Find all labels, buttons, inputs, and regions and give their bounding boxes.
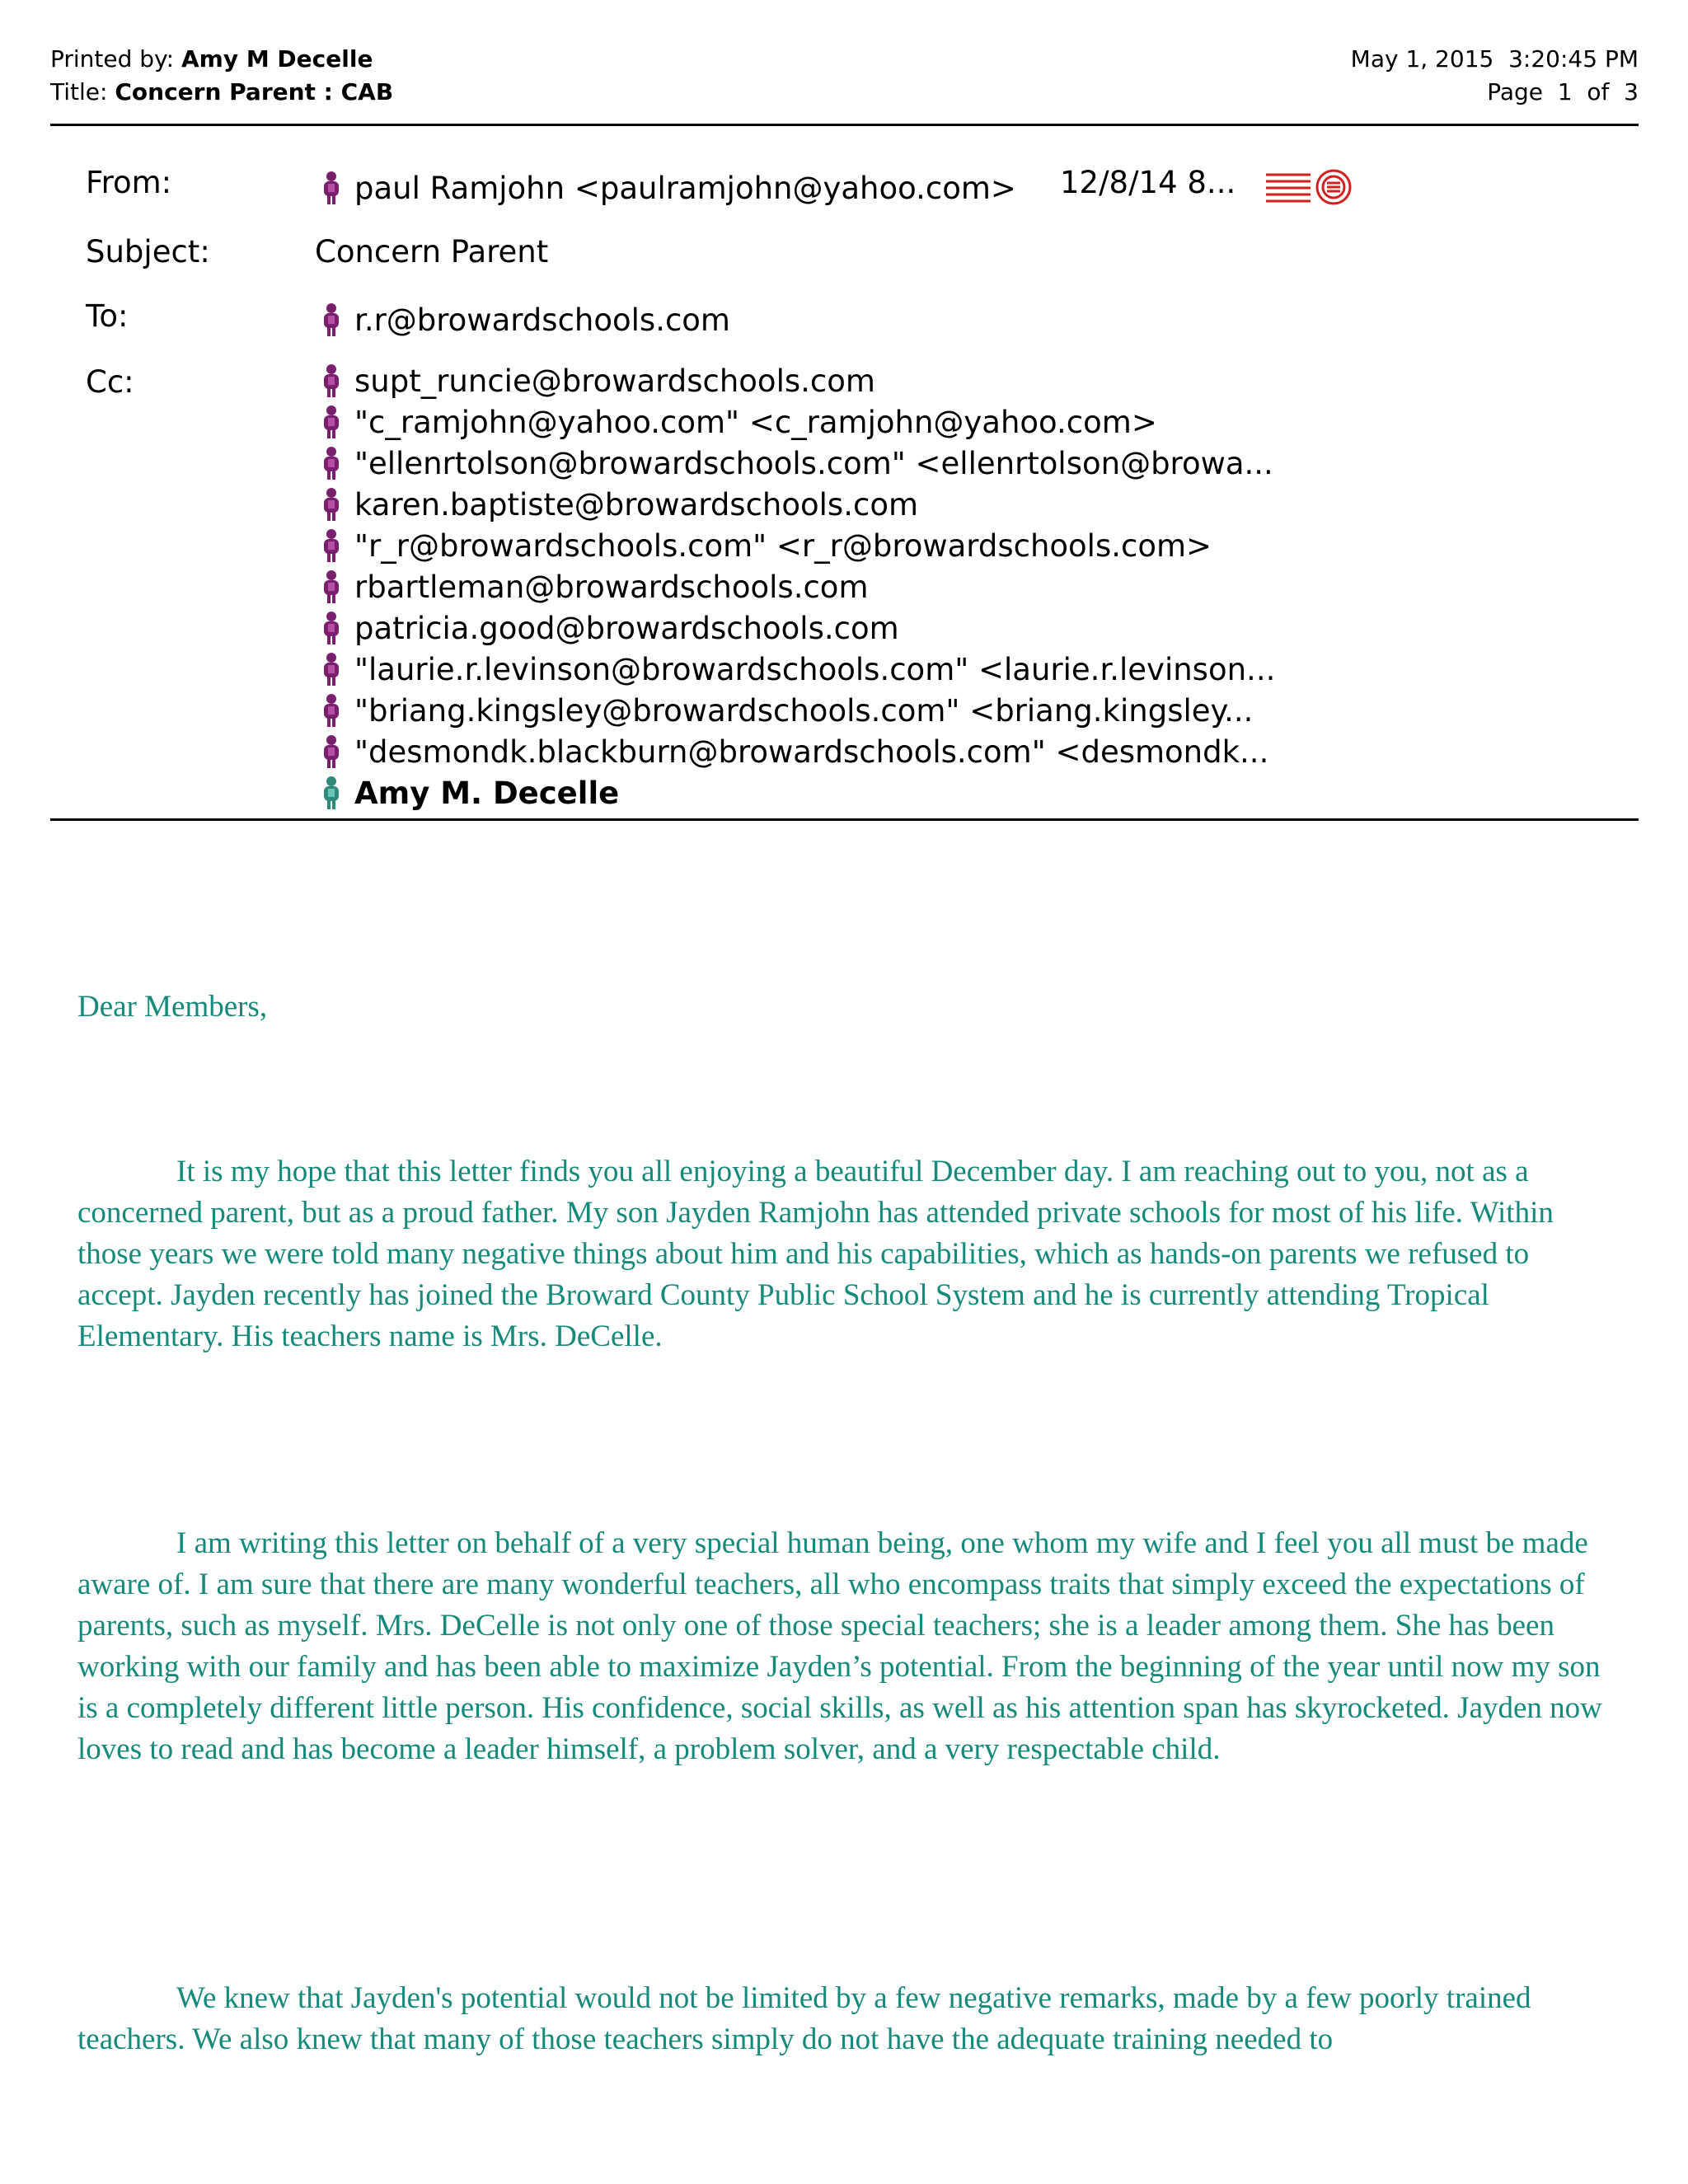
flag-stamp-icon — [1264, 168, 1357, 206]
cc-address[interactable] — [320, 608, 899, 649]
cc-address[interactable] — [320, 485, 918, 526]
paragraph-1-text: It is my hope that this letter finds you all enjoying a beautiful December day. I am reaching out to you, not as a concerned parent, but as a proud father. My son Jayden Ramjohn has attended private schools for most of his life. Within those years we were told many negative things about him and his capabilities, which as hands-on parents we refused to accept. Jayden recently has joined the Broward County Public School System and he is currently attending Tropical Elementary. His teachers name is Mrs. DeCelle. — [77, 1155, 1554, 1353]
person-icon — [320, 446, 343, 480]
cc-value: "briang.kingsley@browardschools.com" <briang.kingsley... — [354, 693, 1254, 729]
cc-address[interactable] — [320, 732, 1268, 773]
person-icon — [320, 734, 343, 769]
cc-value: "laurie.r.levinson@browardschools.com" <laurie.r.levinson... — [354, 652, 1276, 687]
cc-value: supt_runcie@browardschools.com — [354, 363, 875, 399]
person-icon — [320, 652, 343, 687]
person-icon — [320, 302, 343, 337]
person-icon — [320, 776, 343, 810]
cc-value: karen.baptiste@browardschools.com — [354, 487, 918, 523]
subject-label: Subject: — [86, 234, 210, 269]
print-datetime: May 1, 2015 3:20:45 PM — [1350, 45, 1639, 73]
cc-address[interactable] — [320, 526, 1212, 567]
cc-value: Amy M. Decelle — [354, 776, 620, 811]
cc-address[interactable] — [320, 402, 1157, 443]
cc-value: patricia.good@browardschools.com — [354, 611, 899, 646]
person-icon — [320, 363, 343, 398]
cc-address[interactable] — [320, 567, 869, 608]
to-value: r.r@browardschools.com — [354, 302, 730, 338]
print-title-label: Title: — [50, 78, 108, 105]
email-header — [0, 148, 1688, 816]
person-icon — [320, 487, 343, 522]
person-icon — [320, 528, 343, 563]
printed-by-value: Amy M Decelle — [181, 45, 373, 73]
cc-address[interactable] — [320, 649, 1275, 691]
header-divider-top — [50, 124, 1639, 126]
person-icon — [320, 171, 343, 205]
from-value: paul Ramjohn <paulramjohn@yahoo.com> — [354, 171, 1016, 206]
print-header — [50, 43, 1639, 125]
paragraph-2 — [77, 1523, 1611, 1770]
to-label: To: — [86, 298, 129, 334]
cc-value: "desmondk.blackburn@browardschools.com" <desmondk... — [354, 734, 1269, 770]
from-label: From: — [86, 165, 172, 200]
header-divider-bottom — [50, 818, 1639, 821]
page-number: Page 1 of 3 — [1487, 78, 1639, 105]
cc-value: "ellenrtolson@browardschools.com" <ellenrtolson@browa... — [354, 446, 1273, 481]
from-address[interactable] — [320, 168, 1016, 209]
person-icon — [320, 405, 343, 439]
cc-address[interactable] — [320, 361, 875, 402]
person-icon — [320, 611, 343, 645]
paragraph-3 — [77, 1978, 1611, 2060]
cc-address[interactable] — [320, 443, 1273, 485]
email-date: 12/8/14 8... — [1060, 165, 1236, 200]
salutation-text: Dear Members, — [77, 990, 268, 1024]
print-title-value: Concern Parent : CAB — [115, 78, 394, 105]
to-address[interactable] — [320, 300, 730, 341]
cc-label: Cc: — [86, 364, 134, 400]
printed-by-label: Printed by: — [50, 45, 175, 73]
cc-value: "c_ramjohn@yahoo.com" <c_ramjohn@yahoo.com> — [354, 405, 1157, 440]
print-title — [50, 76, 393, 109]
salutation — [77, 987, 1611, 1028]
paragraph-1 — [77, 1151, 1611, 1357]
cc-address[interactable] — [320, 691, 1253, 732]
print-header-row-2 — [50, 76, 1639, 109]
person-icon — [320, 569, 343, 604]
paragraph-2-text: I am writing this letter on behalf of a very special human being, one whom my wife and I feel you all must be made aware of. I am sure that there are many wonderful teachers, all who encompass traits that simply exceed the expectations of parents, such as myself. Mrs. DeCelle is not only one of those special teachers; she is a leader among them. She has been working with our family and has been able to maximize Jayden’s potential. From the beginning of the year until now my son is a completely different little person. His confidence, social skills, as well as his attention span has skyrocketed. Jayden now loves to read and has become a leader himself, a problem solver, and a very respectable child. — [77, 1526, 1602, 1766]
cc-value: rbartleman@browardschools.com — [354, 569, 869, 605]
printed-by — [50, 43, 373, 76]
cc-address-me[interactable] — [320, 773, 619, 814]
person-icon — [320, 693, 343, 728]
cc-value: "r_r@browardschools.com" <r_r@browardschools.com> — [354, 528, 1212, 564]
print-header-row-1 — [50, 43, 1639, 76]
subject-value: Concern Parent — [315, 234, 549, 269]
paragraph-3-text: We knew that Jayden's potential would not be limited by a few negative remarks, made by a few poorly trained teachers. We also knew that many of those teachers simply do not have the adequate training needed to — [77, 1981, 1531, 2056]
